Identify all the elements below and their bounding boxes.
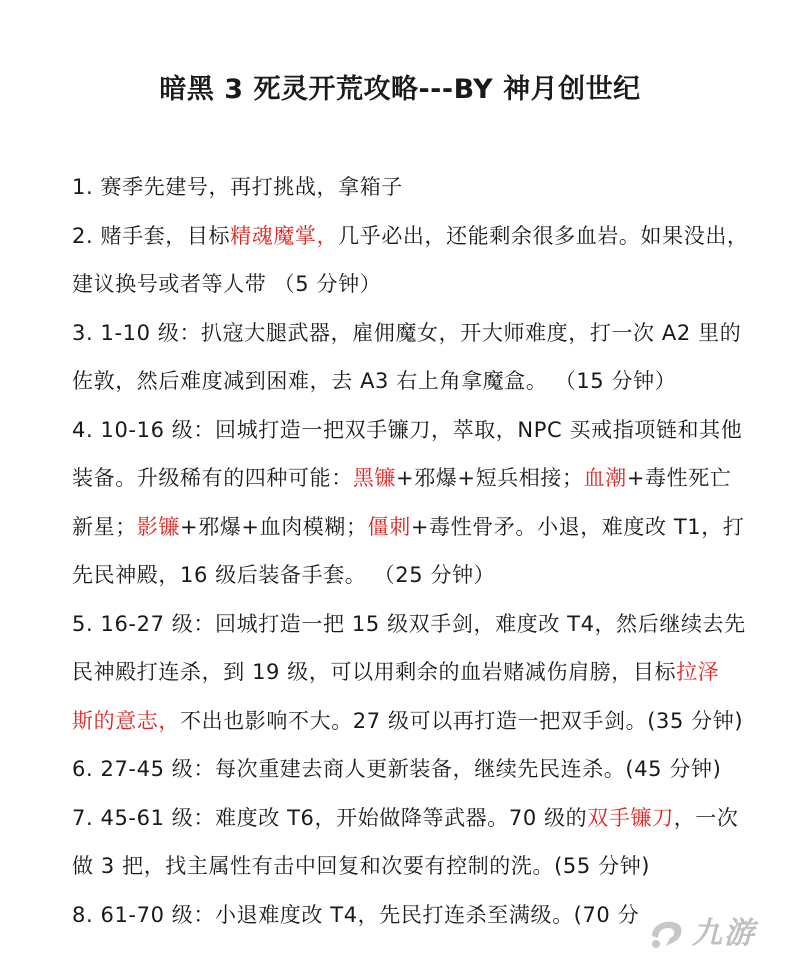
guide-line [72, 172, 752, 202]
jiuyou-logo-icon [646, 914, 690, 954]
highlighted-term: 僵刺 [367, 514, 411, 539]
line-text: 佐敦，然后难度减到困难，去 A3 右上角拿魔盒。 （15 分钟） [72, 369, 677, 393]
line-text: 建议换号或者等人带 （5 分钟） [72, 272, 382, 296]
line-text: 5. 16-27 级：回城打造一把 15 级双手剑，难度改 T4，然后继续去先 [72, 611, 746, 636]
guide-line [72, 463, 752, 493]
watermark [640, 910, 800, 958]
line-text: 7. 45-61 级：难度改 T6，开始做降等武器。70 级的 [72, 805, 588, 830]
line-text: +邪爆+短兵相接； [396, 466, 584, 490]
line-text: +毒性骨矛。小退，难度改 T1，打 [410, 514, 745, 539]
guide-line [72, 318, 752, 348]
highlighted-term: 血潮 [583, 466, 627, 490]
line-text: 几乎必出，还能剩余很多血岩。如果没出， [338, 223, 749, 248]
highlighted-term: 黑镰 [352, 466, 397, 490]
guide-line [72, 560, 752, 590]
line-text: 2. 赌手套，目标 [72, 223, 231, 248]
highlighted-term: 影镰 [136, 514, 181, 539]
line-text: +毒性死亡 [626, 466, 732, 490]
highlighted-term: 双手镰刀 [587, 805, 674, 830]
line-text: 民神殿打连杀，到 19 级，可以用剩余的血岩赌减伤肩膀，目标 [72, 660, 677, 684]
guide-line [72, 851, 752, 881]
line-text: 4. 10-16 级：回城打造一把双手镰刀，萃取，NPC 买戒指项链和其他 [72, 417, 743, 442]
line-text: 1. 赛季先建号，再打挑战，拿箱子 [72, 175, 403, 199]
line-text: 6. 27-45 级：每次重建去商人更新装备，继续先民连杀。(45 分钟) [72, 757, 722, 781]
line-text: 先民神殿，16 级后装备手套。 （25 分钟） [72, 563, 496, 587]
watermark-text: 九游 [692, 916, 756, 951]
line-text: 装备。升级稀有的四种可能： [72, 466, 353, 490]
guide-line [72, 657, 752, 687]
guide-line [72, 609, 752, 639]
page-title: 暗黑 3 死灵开荒攻略---BY 神月创世纪 [159, 74, 641, 105]
line-text: 8. 61-70 级：小退难度改 T4，先民打连杀至满级。(70 分 [72, 902, 640, 927]
guide-line [72, 415, 752, 445]
line-text: 做 3 把，找主属性有击中回复和次要有控制的洗。(55 分钟) [72, 854, 651, 878]
guide-line [72, 269, 752, 299]
line-text: +邪爆+血肉模糊； [180, 514, 368, 539]
guide-line [72, 754, 752, 784]
highlighted-term: 精魂魔掌， [230, 223, 339, 248]
line-text: 3. 1-10 级：扒寇大腿武器，雇佣魔女，开大师难度，打一次 A2 里的 [72, 320, 742, 345]
line-text: 不出也影响不大。27 级可以再打造一把双手剑。(35 分钟) [180, 708, 744, 733]
guide-line [72, 803, 752, 833]
highlighted-term: 斯的意志， [72, 708, 180, 733]
guide-line [72, 512, 752, 542]
guide-line [72, 706, 752, 736]
line-text: ，一次 [673, 805, 739, 830]
highlighted-term: 拉泽 [676, 660, 720, 684]
guide-line [72, 221, 752, 251]
guide-line [72, 366, 752, 396]
line-text: 新星； [72, 514, 137, 539]
